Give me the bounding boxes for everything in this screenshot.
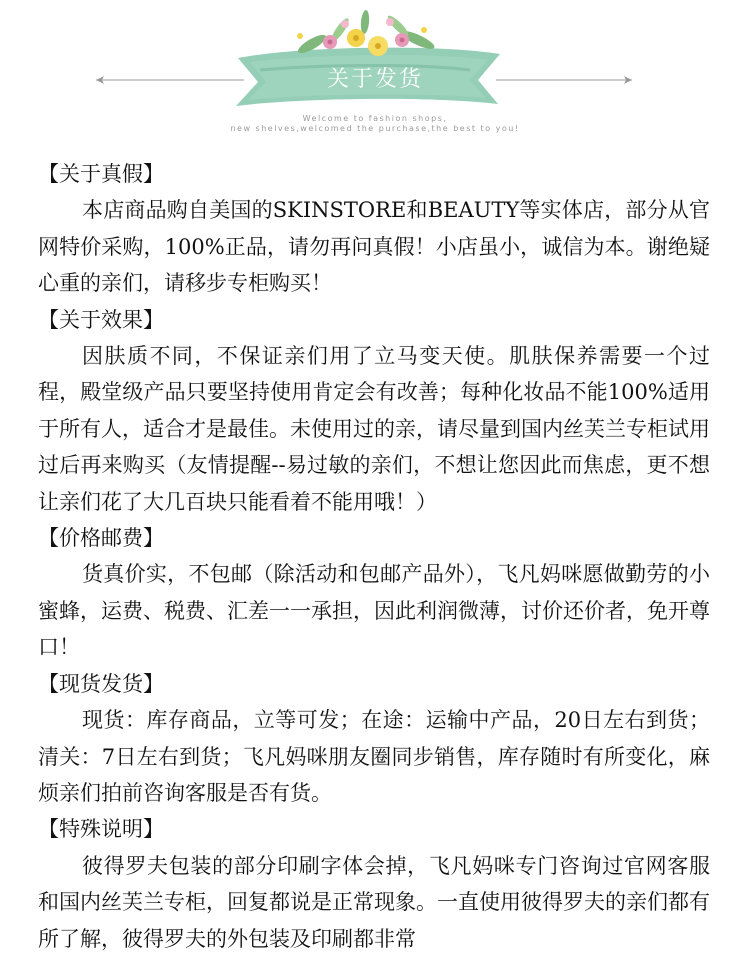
left-divider-line (96, 76, 244, 84)
section-special-notes (38, 811, 710, 957)
section-heading: 【关于真假】 (38, 162, 164, 186)
banner-header (0, 0, 750, 140)
banner-tagline-line2: new shelves,welcomed the purchase,the best to you! (230, 124, 520, 133)
section-stock-delivery (38, 666, 710, 812)
section-heading: 【价格邮费】 (38, 526, 164, 551)
section-body: 彼得罗夫包装的部分印刷字体会掉，飞凡妈咪专门咨询过官网客服和国内丝芙兰专柜，回复都说是正常现象。一直使用彼得罗夫的亲们都有所了解，彼得罗夫的外包装及印刷都非常 (38, 853, 710, 951)
right-divider-line (496, 76, 632, 84)
section-body: 货真价实，不包邮（除活动和包邮产品外），飞凡妈咪愿做勤劳的小蜜蜂，运费、税费、汇差一一承担，因此利润微薄，讨价还价者，免开尊口！ (38, 562, 710, 660)
banner-tagline-line1: Welcome to fashion shops, (302, 114, 448, 123)
section-body: 现货：库存商品，立等可发；在途：运输中产品，20日左右到货；清关：7日左右到货；飞凡妈咪朋友圈同步销售，库存随时有所变化，麻烦亲们拍前咨询客服是否有货。 (38, 708, 710, 805)
section-body: 本店商品购自美国的SKINSTORE和BEAUTY等实体店，部分从官网特价采购，100%正品，请勿再问真假！小店虽小，诚信为本。谢绝疑心重的亲们，请移步专柜购买！ (38, 198, 710, 296)
section-effect (38, 302, 710, 520)
section-authenticity (38, 156, 710, 302)
policy-content (38, 156, 710, 957)
section-heading: 【现货发货】 (38, 671, 164, 696)
section-price-shipping (38, 520, 710, 666)
section-heading: 【特殊说明】 (38, 817, 164, 842)
section-heading: 【关于效果】 (38, 307, 164, 332)
section-body: 因肤质不同，不保证亲们用了立马变天使。肌肤保养需要一个过程，殿堂级产品只要坚持使用肯定会有改善；每种化妆品不能100%适用于所有人，适合才是最佳。未使用过的亲，请尽量到国内丝芙兰专柜试用过后再来购买（友情提醒--易过敏的亲们，不想让您因此而焦虑，更不想让亲们花了大几百块只能看着不能用哦！） (38, 344, 710, 514)
banner-title: 关于发货 (326, 67, 423, 92)
